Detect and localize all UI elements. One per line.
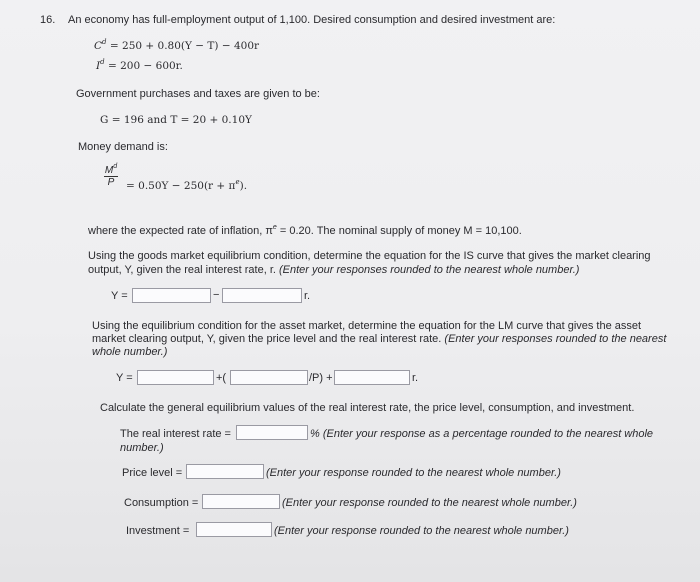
lm-r-suffix: r.	[412, 372, 419, 384]
money-demand-equation	[126, 178, 247, 192]
price-level-label: Price level =	[122, 467, 183, 479]
rate-note: % (Enter your response as a percentage rounded to the nearest whole	[310, 428, 654, 440]
consumption-note: (Enter your response rounded to the nearest whole number.)	[282, 497, 577, 509]
is-y-label: Y =	[111, 290, 128, 302]
investment-eq-text: = 200 − 600r.	[107, 60, 183, 72]
is-line2-text: output, Y, given the real interest rate, r.	[88, 264, 279, 276]
rate-label: The real interest rate =	[120, 428, 231, 440]
price-level-note: (Enter your response rounded to the nearest whole number.)	[266, 467, 561, 479]
is-line2-note: (Enter your responses rounded to the nearest whole number.)	[279, 264, 580, 276]
consumption-sup: d	[102, 38, 107, 46]
price-level-input[interactable]	[186, 464, 264, 479]
lm-instructions-line2	[92, 333, 666, 345]
investment-var: I	[96, 60, 101, 72]
consumption-input[interactable]	[202, 494, 280, 509]
lm-line2-note: (Enter your responses rounded to the nearest	[444, 333, 667, 345]
real-interest-rate-input[interactable]	[236, 425, 308, 440]
lm-intercept-input[interactable]	[137, 370, 214, 385]
investment-input[interactable]	[196, 522, 272, 537]
gov-text: Government purchases and taxes are given to be:	[76, 88, 320, 100]
inflation-text	[88, 224, 522, 237]
consumption-var: C	[94, 40, 103, 52]
is-instructions-line1: Using the goods market equilibrium condition, determine the equation for the IS curve that gives the market clearing	[88, 250, 651, 262]
question-intro: An economy has full-employment output of 1,100. Desired consumption and desired investment are:	[68, 14, 556, 26]
money-num-sup: d	[113, 163, 118, 170]
is-minus-sign: −	[213, 289, 220, 301]
money-eq-sup: e	[235, 178, 240, 186]
inflation-text-a: where the expected rate of inflation, π	[88, 225, 273, 237]
is-r-suffix: r.	[304, 290, 311, 302]
inflation-text-b: = 0.20. The nominal supply of money M = 10,100.	[279, 225, 522, 237]
gov-equation: G = 196 and T = 20 + 0.10Y	[100, 114, 252, 126]
lm-plus-open: +(	[216, 372, 227, 384]
lm-p-close: /P) +	[309, 372, 333, 384]
rate-note-line2: number.)	[120, 442, 164, 454]
lm-r-coef-input[interactable]	[334, 370, 410, 385]
consumption-eq-text: = 250 + 0.80(Y − T) − 400r	[109, 40, 260, 52]
inflation-sup: e	[272, 224, 277, 231]
money-num: M	[104, 165, 114, 176]
investment-equation	[96, 58, 183, 72]
is-instructions-line2	[88, 264, 579, 276]
investment-sup: d	[100, 58, 105, 66]
money-eq-end: ).	[239, 180, 248, 192]
money-demand-text: Money demand is:	[78, 141, 168, 153]
question-number: 16.	[40, 14, 56, 26]
lm-instructions-line3: whole number.)	[92, 346, 168, 358]
is-slope-input[interactable]	[222, 288, 302, 303]
general-intro: Calculate the general equilibrium values of the real interest rate, the price level, consumption, and investment.	[100, 402, 635, 414]
consumption-equation	[94, 38, 259, 52]
money-demand-fraction	[104, 163, 118, 188]
lm-instructions-line1: Using the equilibrium condition for the asset market, determine the equation for the LM curve that gives the asset	[92, 320, 642, 332]
investment-label: Investment =	[126, 525, 190, 537]
lm-y-label: Y =	[116, 372, 133, 384]
lm-line2-text: market clearing output, Y, given the price level and the real interest rate.	[92, 333, 445, 345]
consumption-label: Consumption =	[124, 497, 199, 509]
money-den: P	[107, 177, 115, 188]
money-eq-text: = 0.50Y − 250(r + π	[126, 180, 236, 192]
is-intercept-input[interactable]	[132, 288, 211, 303]
investment-note: (Enter your response rounded to the nearest whole number.)	[274, 525, 569, 537]
lm-money-coef-input[interactable]	[230, 370, 308, 385]
